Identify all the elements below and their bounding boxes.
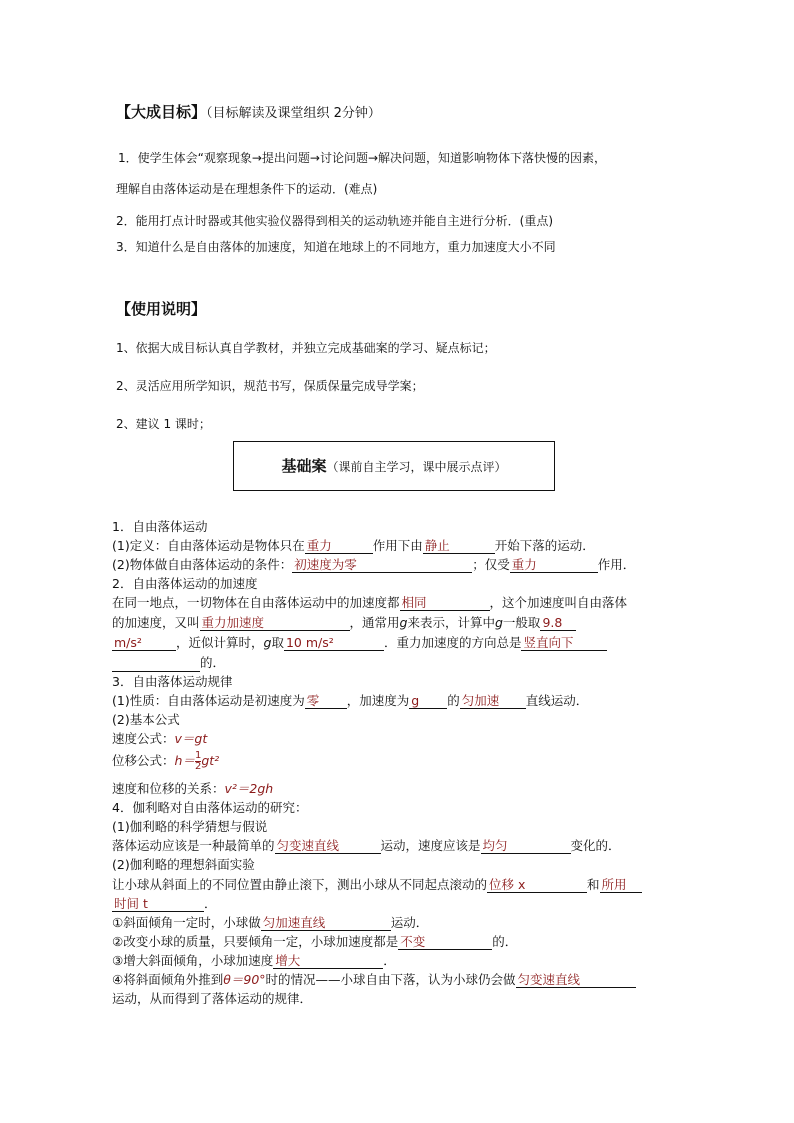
sec2-line-1: 在同一地点，一切物体在自由落体运动中的加速度都 相同 ，这个加速度叫自由落体 [112,595,628,610]
answer-blank: 相同 [400,595,490,611]
sec1-condition: (2)物体做自由落体运动的条件： 初速度为零 ；仅受 重力 作用． [112,557,636,572]
answer-blank: 所用 [600,877,642,893]
sec2-heading: 2．自由落体运动的加速度 [112,576,258,591]
sec1-heading: 1．自由落体运动 [112,519,208,534]
answer-blank: 匀加速直线 [261,915,391,931]
sec3-heading: 3．自由落体运动规律 [112,674,233,689]
answer-blank: 增大 [273,953,383,969]
answer-blank: 均匀 [481,838,571,854]
sec3-formula-heading: (2)基本公式 [112,712,180,727]
answer-blank: 时间 t [112,896,204,912]
answer-blank: 不变 [398,934,492,950]
answer-blank: 竖直向下 [521,635,607,651]
sec2-line-4: 的． [112,654,225,672]
fraction: $\frac{1}{2}$ [194,750,202,772]
sec4-conclusion-4: ④将斜面倾角外推到θ＝90°时的情况——小球自由下落，认为小球仍会做 匀变速直线 [112,971,636,989]
answer-blank [112,658,200,672]
answer-blank: m/s² [112,635,176,651]
goal-item-1-cont: 理解自由落体运动是在理想条件下的运动．(难点) [116,182,378,196]
box-title: 基础案 [281,457,327,475]
sec3-property: (1)性质：自由落体运动是初速度为 零 ，加速度为 g 的 匀加速 直线运动． [112,693,589,708]
usage-item-2: 2、灵活应用所学知识，规范书写，保质保量完成导学案； [116,379,424,393]
usage-item-1: 1、依据大成目标认真自学教材，并独立完成基础案的学习、疑点标记； [116,341,496,355]
goal-item-2: 2．能用打点计时器或其他实验仪器得到相关的运动轨迹并能自主进行分析．(重点) [116,214,554,228]
usage-item-3: 2、建议 1 课时； [116,417,211,431]
sec4-conclusion-2: ②改变小球的质量，只要倾角一定，小球加速度都是 不变 的． [112,934,518,949]
sec4-experiment-line-1: 让小球从斜面上的不同位置由静止滚下，测出小球从不同起点滚动的 位移 x 和 所用 [112,876,642,894]
answer-blank: g [409,693,447,709]
sec4-conclusion-1: ①斜面倾角一定时，小球做 匀加速直线 运动． [112,915,429,930]
answer-blank: 9.8 [540,615,576,631]
sec4-sub1-line: 落体运动应该是一种最简单的 匀变速直线 运动，速度应该是 均匀 变化的． [112,838,621,853]
velocity-formula: 速度公式：v＝gt [112,731,208,746]
sec4-heading: 4．伽利略对自由落体运动的研究： [112,800,308,815]
velocity-displacement-relation: 速度和位移的关系：v²＝2gh [112,781,274,796]
sec2-line-3: m/s² ，近似计算时，g取 10 m/s² ．重力加速度的方向总是 竖直向下 [112,634,607,652]
foundation-box [233,441,555,491]
sec4-sub1-heading: (1)伽利略的科学猜想与假说 [112,819,268,834]
sec4-sub2-heading: (2)伽利略的理想斜面实验 [112,857,255,872]
answer-blank: 重力加速度 [200,615,350,631]
answer-blank: 匀变速直线 [516,972,636,988]
usage-heading: 【使用说明】 [116,300,207,318]
goal-subtitle: （目标解读及课堂组织 2分钟） [206,106,381,121]
sec4-conclusion-3: ③增大斜面倾角，小球加速度 增大 ． [112,953,396,968]
answer-blank: 重力 [305,538,373,554]
answer-blank: 10 m/s² [284,635,384,651]
goal-heading [116,101,381,122]
goal-item-1: 1．使学生体会“观察现象→提出问题→讨论问题→解决问题，知道影响物体下落快慢的因素， [118,151,607,165]
goal-item-3: 3．知道什么是自由落体的加速度，知道在地球上的不同地方，重力加速度大小不同 [116,240,556,254]
sec4-conclusion-5: 运动，从而得到了落体运动的规律． [112,991,313,1006]
answer-blank: 重力 [510,557,598,573]
displacement-formula: 位移公式：h＝ $\frac{1}{2}$ gt² [112,750,220,772]
box-subtitle: （课前自主学习，课中展示点评） [326,460,507,474]
answer-blank: 匀加速 [460,693,526,709]
sec1-definition: (1)定义：自由落体运动是物体只在 重力 作用下由 静止 开始下落的运动． [112,538,595,553]
answer-blank: 静止 [423,538,495,554]
answer-blank: 匀变速直线 [275,838,381,854]
sec2-line-2: 的加速度，又叫 重力加速度 ，通常用g来表示，计算中g一般取 9.8 [112,614,576,632]
answer-blank: 位移 x [487,877,587,893]
answer-blank: 初速度为零 [292,557,472,573]
sec4-experiment-line-2: 时间 t ． [114,896,217,911]
answer-blank: 零 [305,693,347,709]
goal-title: 【大成目标】 [116,103,207,121]
